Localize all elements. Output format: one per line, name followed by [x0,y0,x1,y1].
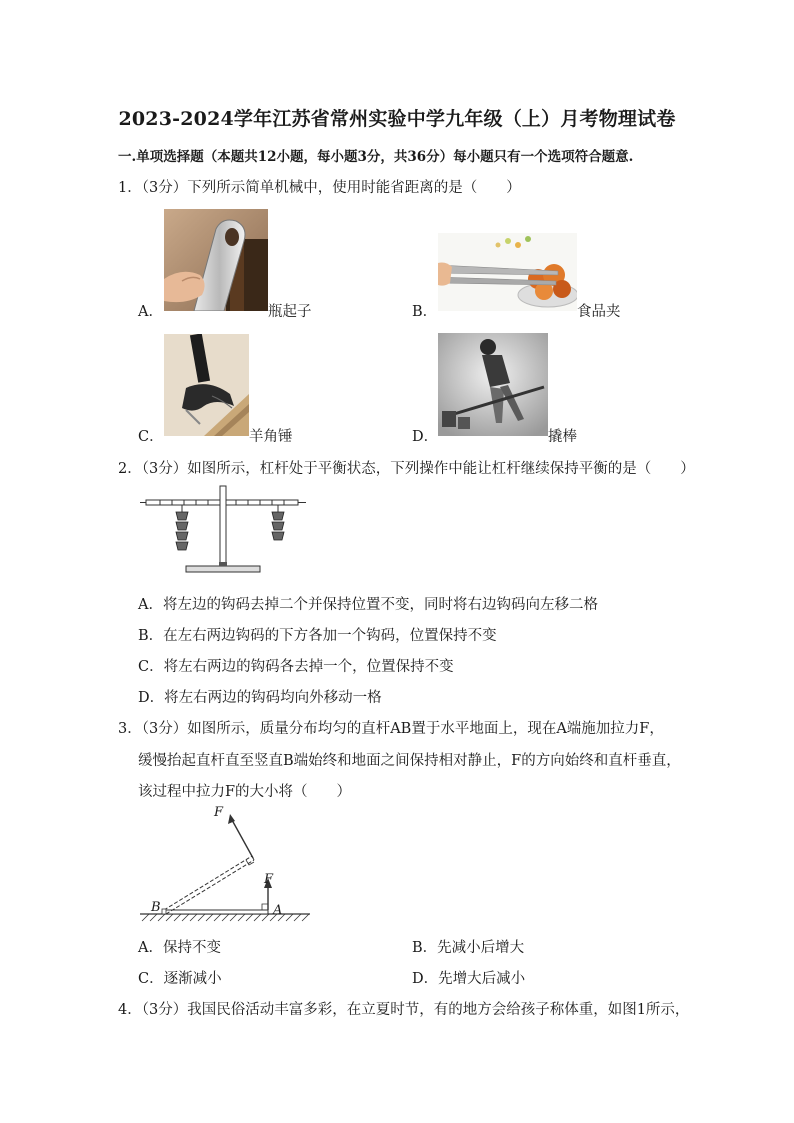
q3-option-b[interactable]: B．先减小后增大 [412,940,525,956]
point-label-b: B [151,900,161,915]
force-label-top: F [214,805,224,820]
q2-stem: 2．（3分）如图所示，杠杆处于平衡状态，下列操作中能让杠杆继续保持平衡的是（ ） [118,461,695,477]
q1-stem: 1．（3分）下列所示简单机械中，使用时能省距离的是（ ） [118,180,521,196]
rod-force-diagram [140,800,315,930]
q1-option-a-caption: 瓶起子 [268,304,312,320]
claw-hammer-image [164,334,249,436]
food-tongs-image [438,233,577,311]
crowbar-image [438,333,548,436]
force-label-mid: F [264,872,274,887]
q1-option-b-caption: 食品夹 [577,304,621,320]
q1-option-a-letter[interactable]: A． [138,304,163,320]
q2-option-b[interactable]: B．在左右两边钩码的下方各加一个钩码，位置保持不变 [138,628,497,644]
page-title: 2023-2024学年江苏省常州实验中学九年级（上）月考物理试卷 [118,108,676,130]
q3-option-c[interactable]: C．逐渐减小 [138,971,222,987]
bottle-opener-image [164,209,268,311]
lever-balance-diagram [140,484,310,580]
q3-option-d[interactable]: D．先增大后减小 [412,971,526,987]
point-label-a: A [273,903,283,918]
q1-option-b-letter[interactable]: B． [412,304,438,320]
q3-stem-line-2: 缓慢抬起直杆直至竖直B端始终和地面之间保持相对静止，F的方向始终和直杆垂直， [138,753,681,769]
q1-option-d-caption: 撬棒 [548,429,577,445]
q3-stem-line-3: 该过程中拉力F的大小将（ ） [138,784,352,800]
q3-option-a[interactable]: A．保持不变 [138,940,221,956]
q2-option-a[interactable]: A．将左边的钩码去掉二个并保持位置不变，同时将右边钩码向左移二格 [138,597,598,613]
section-heading: 一.单项选择题（本题共12小题，每小题3分，共36分）每小题只有一个选项符合题意. [118,149,634,165]
q4-stem: 4．（3分）我国民俗活动丰富多彩，在立夏时节，有的地方会给孩子称体重，如图1所示， [118,1002,690,1018]
q1-option-c-caption: 羊角锤 [249,429,293,445]
q1-option-d-letter[interactable]: D． [412,429,439,445]
q3-stem-line-1: 3．（3分）如图所示，质量分布均匀的直杆AB置于水平地面上，现在A端施加拉力F， [118,721,664,737]
q2-option-c[interactable]: C．将左右两边的钩码各去掉一个，位置保持不变 [138,659,454,675]
q2-option-d[interactable]: D．将左右两边的钩码均向外移动一格 [138,690,382,706]
q1-option-c-letter[interactable]: C． [138,429,164,445]
